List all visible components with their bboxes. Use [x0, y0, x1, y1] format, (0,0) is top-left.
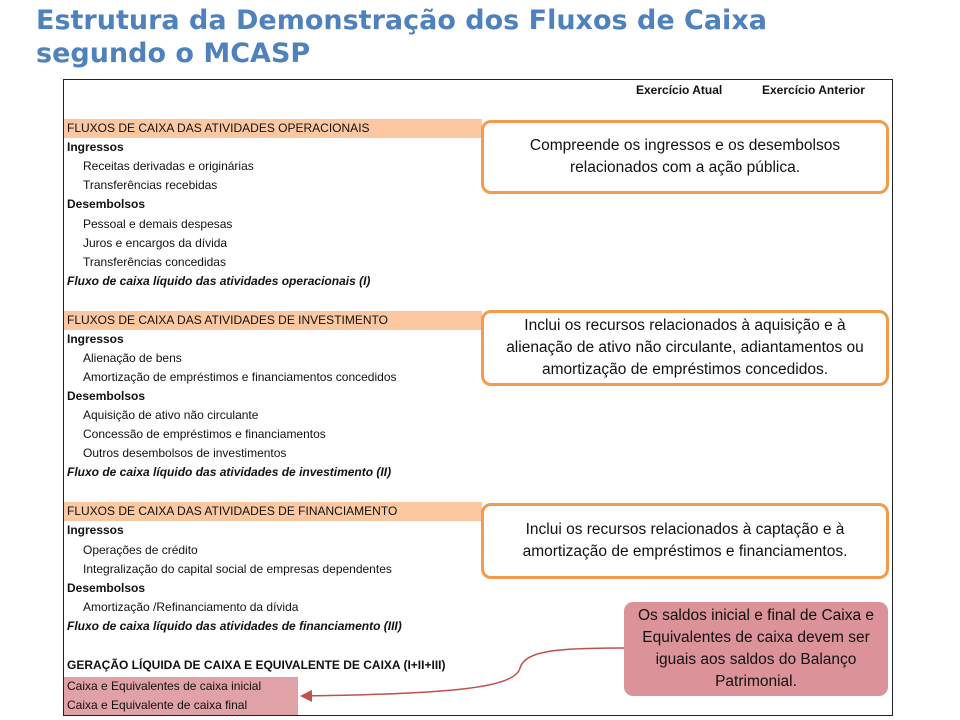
- list-item: Amortização de empréstimos e financiamentos concedidos: [83, 370, 397, 384]
- column-header-current: Exercício Atual: [636, 83, 723, 97]
- list-item: Alienação de bens: [83, 351, 182, 365]
- caixa-final-row: Caixa e Equivalente de caixa final: [64, 696, 298, 715]
- desembolsos-label: Desembolsos: [67, 389, 146, 403]
- list-item: Transferências concedidas: [83, 255, 226, 269]
- caixa-inicial-row: Caixa e Equivalentes de caixa inicial: [64, 677, 298, 696]
- callout-text: Inclui os recursos relacionados à aquisição e à alienação de ativo não circulante, adiantamentos ou amortização de empréstimos concedidos.: [506, 317, 864, 378]
- section-header-investimento: FLUXOS DE CAIXA DAS ATIVIDADES DE INVESTIMENTO: [64, 311, 482, 330]
- page-title-line-1: Estrutura da Demonstração dos Fluxos de Caixa: [36, 5, 767, 36]
- ingressos-label: Ingressos: [67, 140, 124, 154]
- list-item: Outros desembolsos de investimentos: [83, 446, 287, 460]
- total-financiamento: Fluxo de caixa líquido das atividades de financiamento (III): [67, 619, 402, 633]
- ingressos-label: Ingressos: [67, 523, 124, 537]
- desembolsos-label: Desembolsos: [67, 581, 146, 595]
- list-item: Amortização /Refinanciamento da dívida: [83, 600, 299, 614]
- total-investimento: Fluxo de caixa líquido das atividades de investimento (II): [67, 465, 392, 479]
- list-item: Concessão de empréstimos e financiamentos: [83, 427, 326, 441]
- geracao-liquida: GERAÇÃO LÍQUIDA DE CAIXA E EQUIVALENTE DE CAIXA (I+II+III): [67, 658, 446, 672]
- list-item: Pessoal e demais despesas: [83, 217, 233, 231]
- section-header-operacionais: FLUXOS DE CAIXA DAS ATIVIDADES OPERACIONAIS: [64, 119, 482, 138]
- list-item: Transferências recebidas: [83, 178, 218, 192]
- desembolsos-label: Desembolsos: [67, 197, 146, 211]
- section-header-financiamento: FLUXOS DE CAIXA DAS ATIVIDADES DE FINANCIAMENTO: [64, 502, 482, 521]
- list-item: Operações de crédito: [83, 543, 198, 557]
- ingressos-label: Ingressos: [67, 332, 124, 346]
- column-header-previous: Exercício Anterior: [762, 83, 865, 97]
- callout-text: Compreende os ingressos e os desembolsos relacionados com a ação pública.: [529, 137, 841, 176]
- total-operacionais: Fluxo de caixa líquido das atividades operacionais (I): [67, 274, 371, 288]
- page-title-line-2: segundo o MCASP: [36, 38, 311, 69]
- list-item: Juros e encargos da dívida: [83, 236, 228, 250]
- list-item: Receitas derivadas e originárias: [83, 159, 254, 173]
- callout-text: Inclui os recursos relacionados à captação e à amortização de empréstimos e financiamentos.: [522, 521, 848, 560]
- callout-text: Os saldos inicial e final de Caixa e Equivalentes de caixa devem ser iguais aos saldos do Balanço Patrimonial.: [637, 607, 875, 690]
- list-item: Aquisição de ativo não circulante: [83, 408, 259, 422]
- list-item: Integralização do capital social de empresas dependentes: [83, 562, 392, 576]
